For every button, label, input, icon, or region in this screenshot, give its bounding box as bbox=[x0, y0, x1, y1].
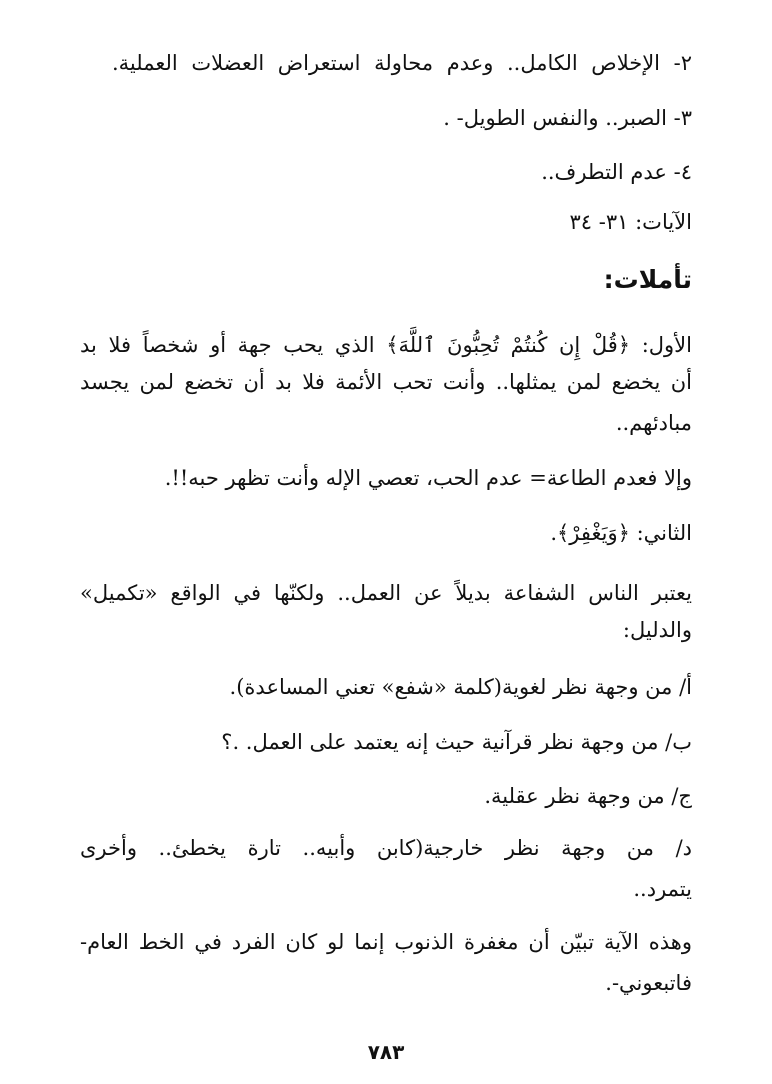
paragraph-people-line-2: والدليل: bbox=[622, 618, 692, 642]
page-number: ٧٨٣ bbox=[367, 1040, 405, 1064]
paragraph-else: وإلا فعدم الطاعة= عدم الحب، تعصي الإله وأنت تظهر حبه!!. bbox=[164, 466, 692, 490]
evidence-item-c: ج/ من وجهة نظر عقلية. bbox=[484, 784, 692, 808]
evidence-item-b: ب/ من وجهة نظر قرآنية حيث إنه يعتمد على العمل. .؟ bbox=[221, 730, 692, 754]
paragraph-people-line-1: يعتبر الناس الشفاعة بديلاً عن العمل.. ولكنّها في الواقع «تكميل» bbox=[80, 581, 692, 605]
list-item-2: ٢- الإخلاص الكامل.. وعدم محاولة استعراض العضلات العملية. bbox=[112, 51, 692, 75]
paragraph-final-line-1: وهذه الآية تبيّن أن مغفرة الذنوب إنما لو كان الفرد في الخط العام- bbox=[80, 930, 692, 954]
paragraph-first-line-1: الأول: ﴿قُلْ إِن كُنتُمْ تُحِبُّونَ ٱللَّهَ﴾ الذي يحب جهة أو شخصاً فلا بد bbox=[80, 333, 692, 357]
evidence-item-d-line-1: د/ من وجهة نظر خارجية(كابن وأبيه.. تارة يخطئ.. وأخرى bbox=[80, 836, 692, 860]
paragraph-second: الثاني: ﴿وَيَغْفِرْ﴾. bbox=[550, 521, 692, 545]
list-item-4: ٤- عدم التطرف.. bbox=[541, 160, 692, 184]
section-heading: تأملات: bbox=[603, 265, 692, 294]
verses-range: الآيات: ٣١- ٣٤ bbox=[569, 210, 692, 234]
list-item-3: ٣- الصبر.. والنفس الطويل- . bbox=[443, 106, 692, 130]
evidence-item-a: أ/ من وجهة نظر لغوية(كلمة «شفع» تعني المساعدة). bbox=[229, 675, 692, 699]
paragraph-final-line-2: فاتبعوني-. bbox=[605, 971, 692, 995]
paragraph-first-line-2: أن يخضع لمن يمثلها.. وأنت تحب الأئمة فلا بد أن تخضع لمن يجسد bbox=[80, 370, 692, 394]
paragraph-first-line-3: مبادئهم.. bbox=[615, 411, 692, 435]
evidence-item-d-line-2: يتمرد.. bbox=[633, 877, 692, 901]
